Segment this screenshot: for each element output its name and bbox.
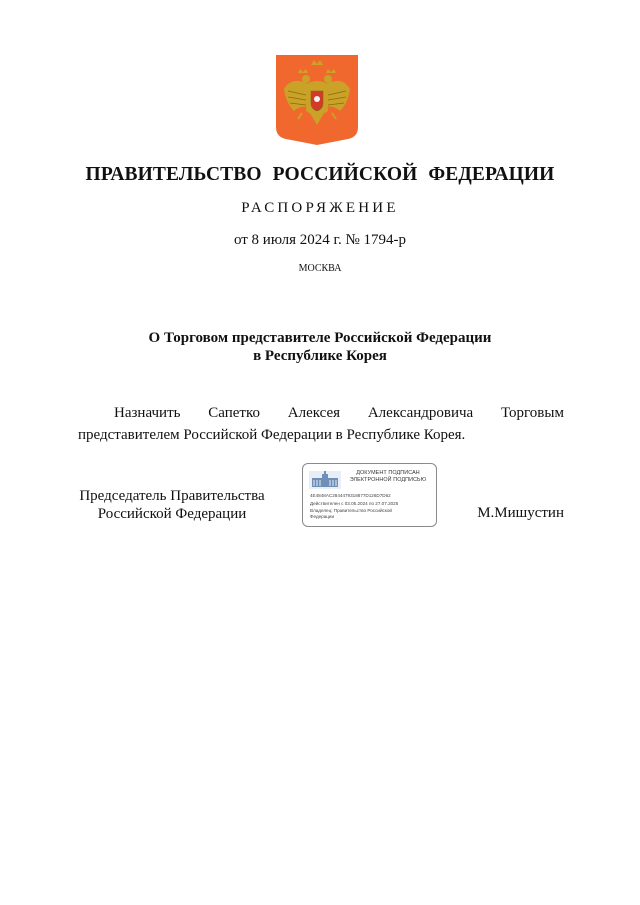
body-word: Александровича bbox=[367, 405, 474, 421]
government-title: ПРАВИТЕЛЬСТВО РОССИЙСКОЙ ФЕДЕРАЦИИ bbox=[85, 164, 555, 185]
russian-coat-of-arms-icon bbox=[276, 55, 358, 145]
stamp-header bbox=[341, 470, 435, 484]
stamp-validity: Действителен с 03.05.2024 по 27.07.2025 bbox=[310, 501, 399, 506]
signatory-position bbox=[78, 487, 266, 523]
stamp-header-line-1: ДОКУМЕНТ ПОДПИСАН bbox=[356, 470, 420, 476]
electronic-signature-stamp bbox=[302, 463, 437, 527]
government-building-icon bbox=[309, 471, 341, 489]
stamp-certificate: 4E4848AC2844479318877D126D7D62 bbox=[310, 493, 391, 498]
stamp-owner-line-1: Владелец: Правительство Российской bbox=[310, 508, 392, 513]
position-line-2: Российской Федерации bbox=[97, 506, 247, 522]
stamp-header-line-2: ЭЛЕКТРОННОЙ ПОДПИСЬЮ bbox=[349, 477, 427, 483]
body-paragraph-line-1 bbox=[78, 405, 564, 422]
body-word: Сапетко bbox=[208, 405, 260, 421]
body-word: Торговым bbox=[500, 405, 564, 421]
body-paragraph-line-2: представителем Российской Федерации в Республике Корея. bbox=[78, 427, 466, 443]
subject-line-2: в Республике Корея bbox=[253, 348, 387, 364]
signatory-name: М.Мишустин bbox=[477, 505, 564, 521]
document-type: РАСПОРЯЖЕНИЕ bbox=[241, 200, 399, 216]
body-word: Алексея bbox=[287, 405, 341, 421]
body-word: Назначить bbox=[114, 405, 181, 421]
document-city: МОСКВА bbox=[298, 263, 342, 274]
stamp-owner-line-2: Федерации bbox=[310, 514, 335, 519]
position-line-1: Председатель Правительства bbox=[79, 488, 265, 504]
document-subject bbox=[0, 329, 640, 365]
subject-line-1: О Торговом представителе Российской Федерации bbox=[148, 330, 492, 346]
document-date-number: от 8 июля 2024 г. № 1794-р bbox=[233, 232, 407, 248]
